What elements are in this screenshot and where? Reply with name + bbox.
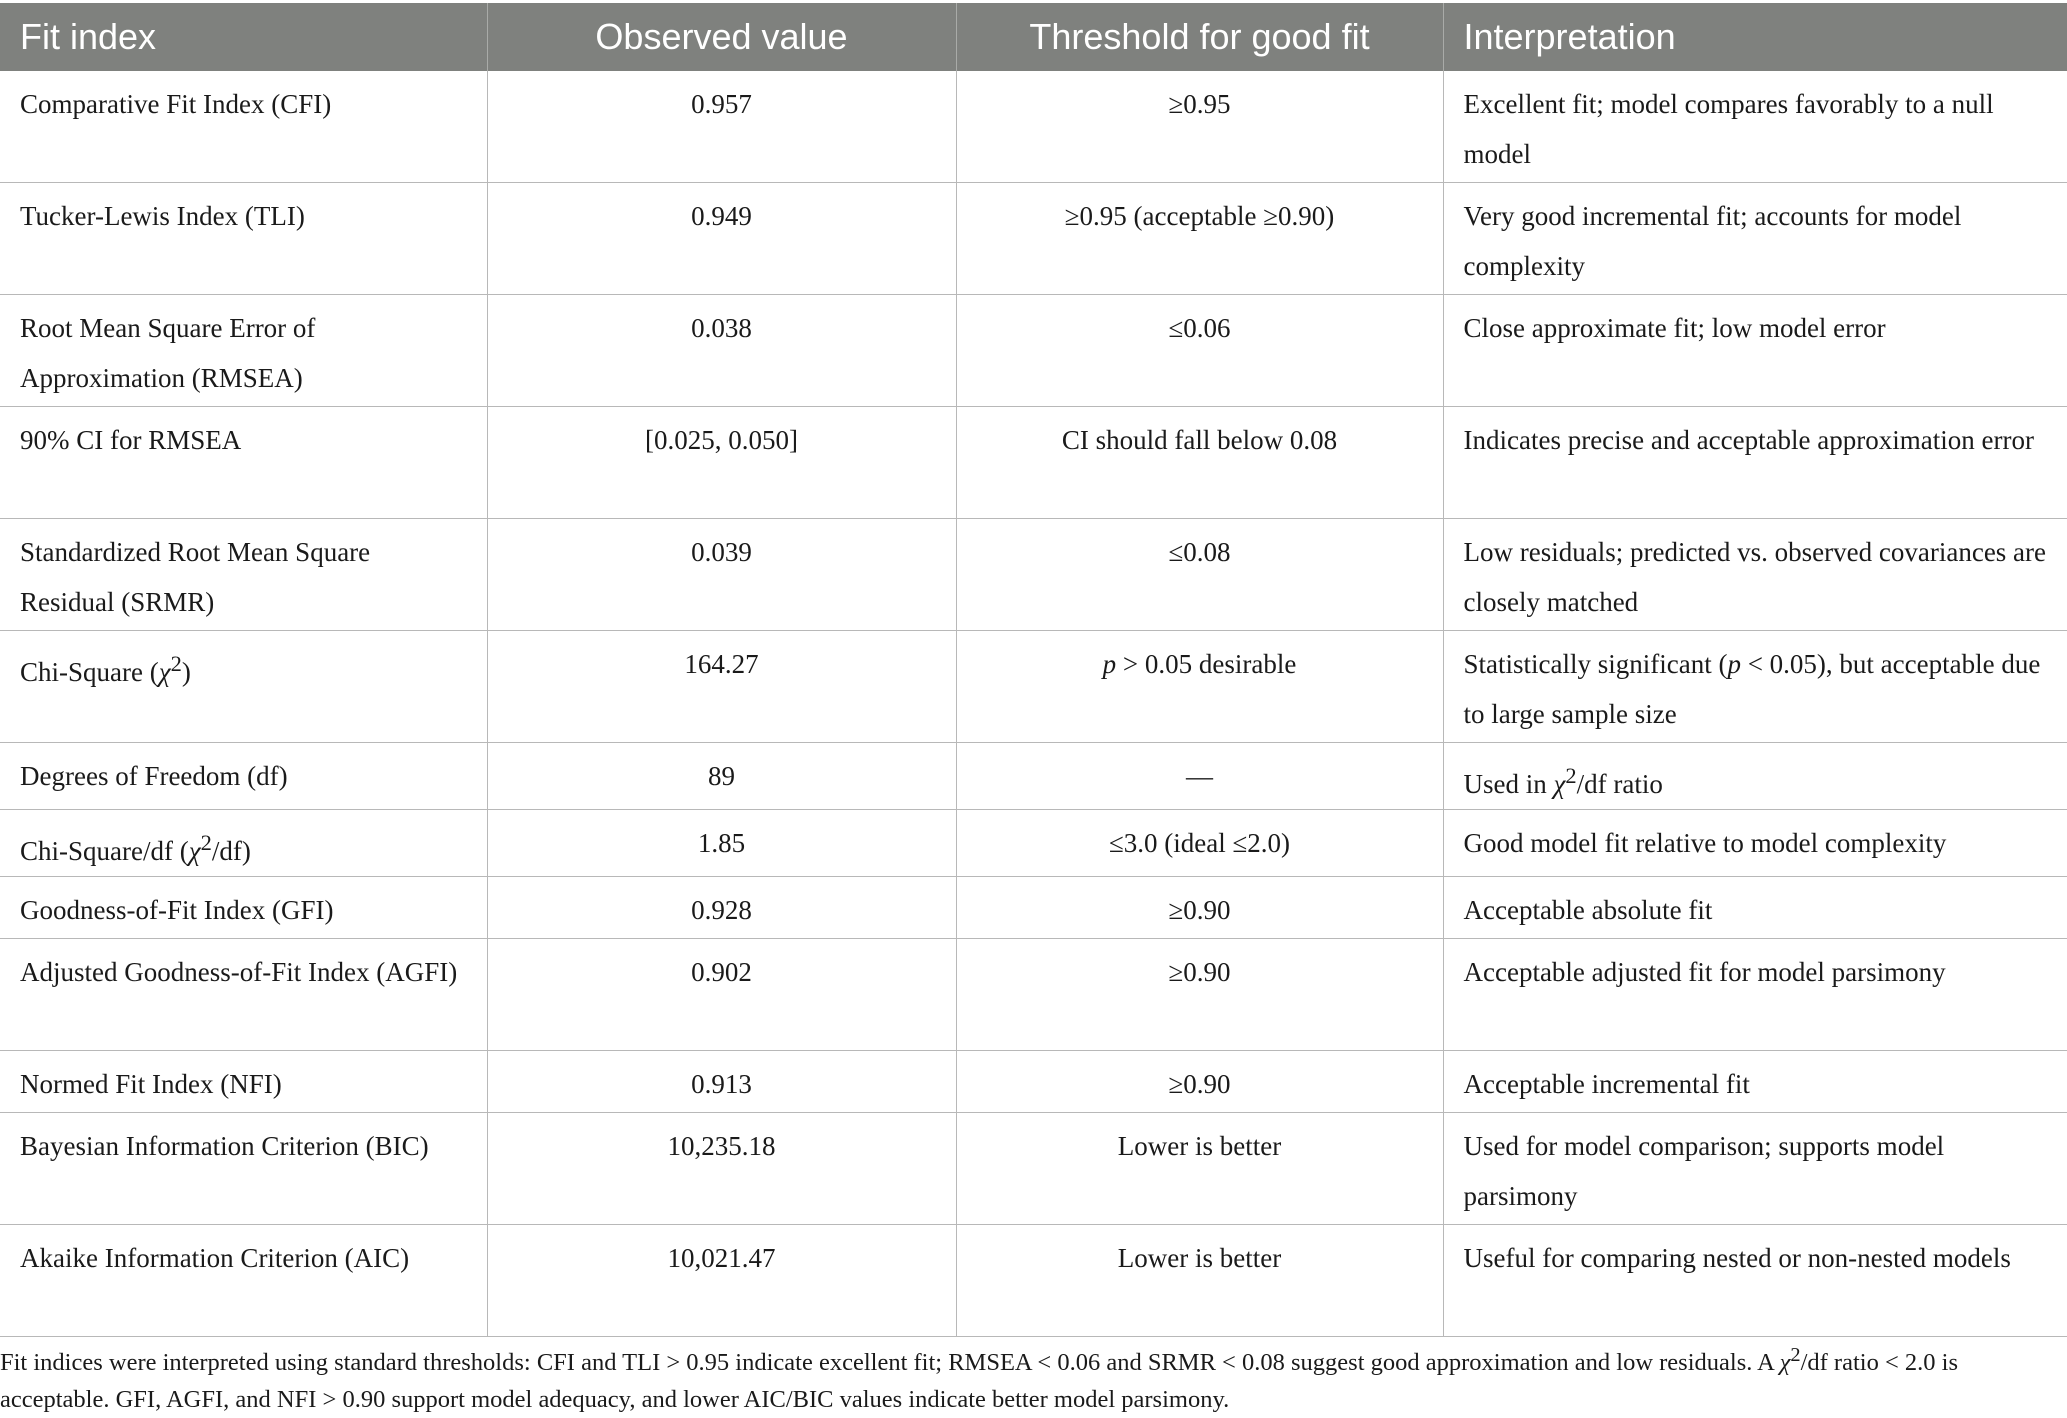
index-text-pre: Chi-Square/df ( <box>20 836 189 866</box>
cell-threshold: ≥0.90 <box>956 877 1443 939</box>
cell-threshold: ≥0.90 <box>956 939 1443 1051</box>
table-row-srmr <box>0 519 2067 631</box>
interp-text-post: /df ratio <box>1576 769 1663 799</box>
threshold-text: > 0.05 desirable <box>1116 649 1297 679</box>
interp-text-pre: Used in <box>1463 769 1554 799</box>
p-symbol: p <box>1727 649 1741 679</box>
cell-threshold: ≥0.95 <box>956 71 1443 183</box>
cell-observed-value: 10,021.47 <box>487 1225 956 1337</box>
header-fit-index: Fit index <box>0 3 487 71</box>
table-row-nfi <box>0 1051 2067 1113</box>
cell-interpretation: Acceptable incremental fit <box>1443 1051 2067 1113</box>
cell-observed-value: 89 <box>487 743 956 810</box>
interp-text-pre: Statistically significant ( <box>1463 649 1728 679</box>
superscript: 2 <box>200 830 212 855</box>
index-text-post: /df) <box>211 836 251 866</box>
footnote-text-post: /df ratio < 2.0 is acceptable. GFI, AGFI, and NFI > 0.90 support model adequacy, and lower AIC/BIC values indicate better model parsimony. <box>0 1349 1958 1414</box>
cell-fit-index: Normed Fit Index (NFI) <box>0 1051 487 1113</box>
table-row-agfi <box>0 939 2067 1051</box>
cell-interpretation: Used for model comparison; supports model parsimony <box>1443 1113 2067 1225</box>
table-row-gfi <box>0 877 2067 939</box>
cell-fit-index <box>0 810 487 877</box>
cell-threshold: — <box>956 743 1443 810</box>
cell-observed-value: 0.039 <box>487 519 956 631</box>
table-row-aic <box>0 1225 2067 1337</box>
cell-threshold: ≤3.0 (ideal ≤2.0) <box>956 810 1443 877</box>
superscript: 2 <box>170 651 182 676</box>
cell-fit-index: Comparative Fit Index (CFI) <box>0 71 487 183</box>
cell-interpretation: Useful for comparing nested or non-nested models <box>1443 1225 2067 1337</box>
cell-interpretation: Acceptable absolute fit <box>1443 877 2067 939</box>
cell-threshold: CI should fall below 0.08 <box>956 407 1443 519</box>
cell-interpretation <box>1443 631 2067 743</box>
cell-observed-value: 0.902 <box>487 939 956 1051</box>
cell-threshold: ≤0.06 <box>956 295 1443 407</box>
cell-interpretation: Good model fit relative to model complexity <box>1443 810 2067 877</box>
cell-interpretation: Indicates precise and acceptable approximation error <box>1443 407 2067 519</box>
table-row-rmsea-ci <box>0 407 2067 519</box>
cell-observed-value: 1.85 <box>487 810 956 877</box>
cell-threshold: ≤0.08 <box>956 519 1443 631</box>
cell-observed-value: 0.913 <box>487 1051 956 1113</box>
table-row-cfi <box>0 71 2067 183</box>
table-row-df <box>0 743 2067 810</box>
cell-threshold: Lower is better <box>956 1113 1443 1225</box>
chi-symbol: χ <box>158 657 171 687</box>
cell-interpretation <box>1443 743 2067 810</box>
p-symbol: p <box>1102 649 1117 679</box>
cell-fit-index: Adjusted Goodness-of-Fit Index (AGFI) <box>0 939 487 1051</box>
header-observed-value: Observed value <box>487 3 956 71</box>
cell-observed-value: 0.038 <box>487 295 956 407</box>
cell-fit-index: Root Mean Square Error of Approximation (RMSEA) <box>0 295 487 407</box>
chi-symbol: χ <box>1553 769 1566 799</box>
table-row-rmsea <box>0 295 2067 407</box>
cell-fit-index: Standardized Root Mean Square Residual (SRMR) <box>0 519 487 631</box>
cell-observed-value: [0.025, 0.050] <box>487 407 956 519</box>
header-row <box>0 3 2067 71</box>
cell-interpretation: Acceptable adjusted fit for model parsimony <box>1443 939 2067 1051</box>
cell-observed-value: 10,235.18 <box>487 1113 956 1225</box>
cell-interpretation: Close approximate fit; low model error <box>1443 295 2067 407</box>
cell-threshold: ≥0.95 (acceptable ≥0.90) <box>956 183 1443 295</box>
cell-interpretation: Excellent fit; model compares favorably to a null model <box>1443 71 2067 183</box>
cell-threshold <box>956 631 1443 743</box>
cell-observed-value: 164.27 <box>487 631 956 743</box>
cell-observed-value: 0.928 <box>487 877 956 939</box>
chi-symbol: χ <box>188 836 201 866</box>
chi-symbol: χ <box>1779 1349 1791 1377</box>
superscript: 2 <box>1790 1344 1801 1366</box>
cell-fit-index <box>0 631 487 743</box>
cell-fit-index: Akaike Information Criterion (AIC) <box>0 1225 487 1337</box>
table-footnote <box>0 1337 2060 1418</box>
index-text-post: ) <box>181 657 191 687</box>
index-text-pre: Chi-Square ( <box>20 657 159 687</box>
cell-threshold: Lower is better <box>956 1225 1443 1337</box>
cell-fit-index: Tucker-Lewis Index (TLI) <box>0 183 487 295</box>
footnote-text-pre: Fit indices were interpreted using standard thresholds: CFI and TLI > 0.95 indicate excellent fit; RMSEA < 0.06 and SRMR < 0.08 suggest good approximation and low residuals. A <box>0 1349 1780 1377</box>
table-row-bic <box>0 1113 2067 1225</box>
cell-fit-index: Bayesian Information Criterion (BIC) <box>0 1113 487 1225</box>
table-row-chi-square <box>0 631 2067 743</box>
cell-fit-index: Goodness-of-Fit Index (GFI) <box>0 877 487 939</box>
fit-indices-table <box>0 3 2067 1337</box>
cell-interpretation: Low residuals; predicted vs. observed covariances are closely matched <box>1443 519 2067 631</box>
superscript: 2 <box>1565 763 1577 788</box>
table-row-chi-square-df <box>0 810 2067 877</box>
interp-text-post: < 0.05), but acceptable due to large sample size <box>1463 649 2041 729</box>
cell-fit-index: 90% CI for RMSEA <box>0 407 487 519</box>
cell-fit-index: Degrees of Freedom (df) <box>0 743 487 810</box>
cell-observed-value: 0.957 <box>487 71 956 183</box>
header-threshold: Threshold for good fit <box>956 3 1443 71</box>
table-row-tli <box>0 183 2067 295</box>
cell-threshold: ≥0.90 <box>956 1051 1443 1113</box>
cell-interpretation: Very good incremental fit; accounts for model complexity <box>1443 183 2067 295</box>
header-interpretation: Interpretation <box>1443 3 2067 71</box>
cell-observed-value: 0.949 <box>487 183 956 295</box>
